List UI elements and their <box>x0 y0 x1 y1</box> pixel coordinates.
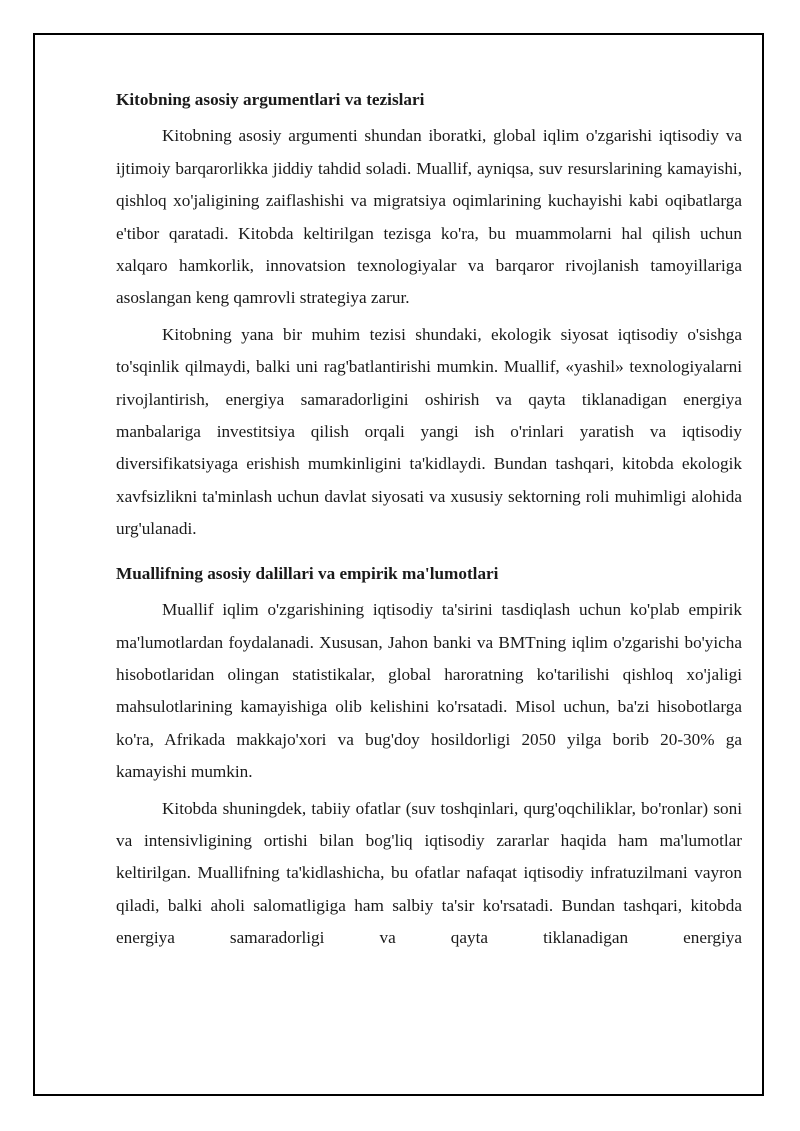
paragraph: Kitobning yana bir muhim tezisi shundaki, ekologik siyosat iqtisodiy o'sishga to'sqinlik qilmaydi, balki uni rag'batlantirishi mumkin. Muallif, «yashil» texnologiyalarni rivojlantirish, energiya samaradorligini oshirish va qayta tiklanadigan energiya manbalariga investitsiya qilish orqali yangi ish o'rinlari yaratish va iqtisodiy diversifikatsiyaga erishish mumkinligini ta'kidlaydi. Bundan tashqari, kitobda ekologik xavfsizlikni ta'minlash uchun davlat siyosati va xususiy sektorning roli muhimligi alohida urg'ulanadi. <box>116 324 742 539</box>
section-heading-arguments: Kitobning asosiy argumentlari va tezislari <box>116 90 425 109</box>
paragraph: Kitobning asosiy argumenti shundan iboratki, global iqlim o'zgarishi iqtisodiy va ijtimoiy barqarorlikka jiddiy tahdid soladi. Muallif, ayniqsa, suv resurslarining kamayishi, qishloq xo'jaligining zaiflashishi va migratsiya oqimlarining kuchayishi kabi oqibatlarga e'tibor qaratadi. Kitobda keltirilgan tezisga ko'ra, bu muammolarni hal qilish uchun xalqaro hamkorlik, innovatsion texnologiyalar va barqaror rivojlanish tamoyillariga asoslangan keng qamrovli strategiya zarur. <box>116 126 742 308</box>
paragraph: Muallif iqlim o'zgarishining iqtisodiy ta'sirini tasdiqlash uchun ko'plab empirik ma'lumotlardan foydalanadi. Xususan, Jahon banki va BMTning iqlim o'zgarishi bo'yicha hisobotlaridan olingan statistikalar, global haroratning ko'tarilishi qishloq xo'jaligi mahsulotlarining kamayishiga olib kelishini ko'rsatadi. Misol uchun, ba'zi hisobotlarga ko'ra, Afrikada makkajo'xori va bug'doy hosildorligi 2050 yilga borib 20-30% ga kamayishi mumkin. <box>116 600 742 782</box>
paragraph-continued: Kitobda shuningdek, tabiiy ofatlar (suv toshqinlari, qurg'oqchiliklar, bo'ronlar) soni va intensivligining ortishi bilan bog'liq iqtisodiy zararlar haqida ham ma'lumotlar keltirilgan. Muallifning ta'kidlashicha, bu ofatlar nafaqat iqtisodiy infratuzilmani vayron qiladi, balki aholi salomatligiga ham salbiy ta'sir ko'rsatadi. Bundan tashqari, kitobda energiya samaradorligi va qayta tiklanadigan energiya <box>116 798 742 948</box>
section-heading-evidence: Muallifning asosiy dalillari va empirik ma'lumotlari <box>116 563 499 583</box>
document-body <box>116 84 742 955</box>
